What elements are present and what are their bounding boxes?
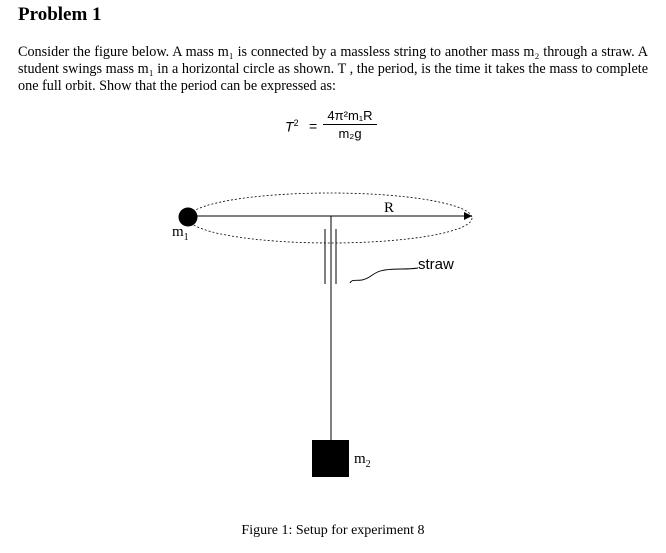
equation-denominator: m₂g bbox=[338, 126, 362, 141]
orbit-ellipse bbox=[188, 193, 472, 243]
label-straw: straw bbox=[418, 256, 454, 273]
figure-caption: Figure 1: Setup for experiment 8 bbox=[241, 523, 425, 538]
label-m1: $m_1$ bbox=[172, 224, 189, 243]
problem-text: Consider the figure below. A mass m₁ is connected by a massless string to another mass m₂ through a straw. A student swings mass m₁ in a horizontal circle as shown. T , the period, is the time it takes the mass to complete one full orbit. Show that the period can be expressed as: bbox=[18, 44, 648, 94]
equation-numerator: 4π²m₁R bbox=[323, 108, 377, 125]
straw-pointer bbox=[350, 268, 418, 283]
problem-title: Problem 1 bbox=[18, 4, 102, 25]
mass-m2 bbox=[312, 440, 349, 477]
equation-equals: = bbox=[309, 118, 318, 134]
label-radius: R bbox=[384, 200, 395, 216]
equation-lhs: $T^2$ bbox=[285, 118, 299, 135]
label-m2: $m_2$ bbox=[354, 451, 371, 470]
